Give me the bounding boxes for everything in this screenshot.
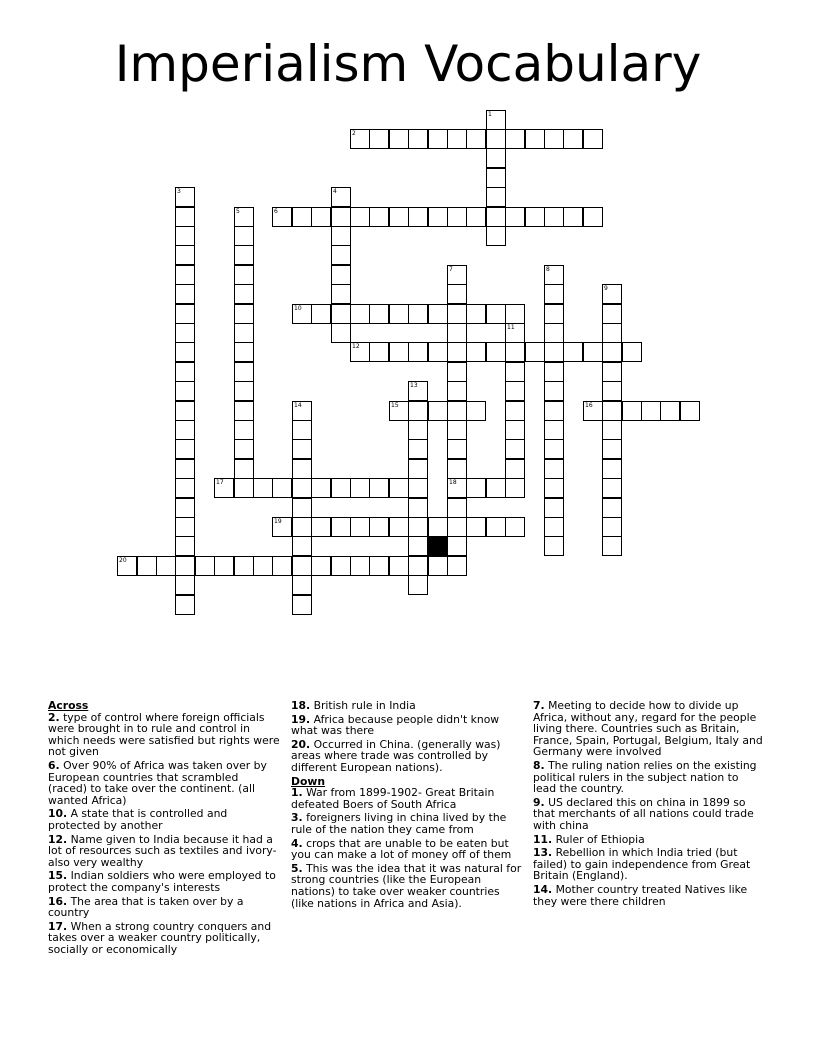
crossword-cell[interactable] (175, 245, 195, 265)
crossword-cell[interactable] (389, 207, 409, 227)
crossword-cell[interactable] (544, 284, 564, 304)
crossword-cell[interactable] (331, 304, 351, 324)
crossword-cell[interactable] (253, 478, 273, 498)
crossword-cell[interactable] (505, 381, 525, 401)
crossword-cell[interactable] (602, 536, 622, 556)
crossword-cell[interactable] (408, 536, 428, 556)
crossword-cell[interactable] (408, 420, 428, 440)
crossword-cell[interactable] (175, 459, 195, 479)
crossword-cell[interactable] (447, 323, 467, 343)
crossword-cell[interactable] (311, 556, 331, 576)
crossword-cell[interactable] (331, 556, 351, 576)
down-clue-1: 1. War from 1899-1902- Great Britain defeated Boers of South Africa (291, 786, 495, 811)
crossword-cell[interactable] (234, 362, 254, 382)
crossword-cell[interactable] (137, 556, 157, 576)
crossword-cell[interactable] (214, 556, 234, 576)
crossword-cell[interactable] (311, 517, 331, 537)
crossword-cell[interactable] (175, 575, 195, 595)
crossword-cell[interactable] (408, 478, 428, 498)
across-clue-6: 6. Over 90% of Africa was taken over by European countries that scrambled (raced) to take over the continent. (all wanted Africa) (48, 758, 267, 807)
crossword-cell[interactable] (408, 556, 428, 576)
crossword-cell[interactable] (486, 168, 506, 188)
down-clue-13: 13. Rebellion in which India tried (but failed) to gain independence from Great Britain (England). (533, 846, 751, 883)
crossword-cell[interactable] (408, 401, 428, 421)
crossword-cell[interactable] (234, 323, 254, 343)
across-clue-2: 2. type of control where foreign officials were brought in to rule and control in which needs were satisfied but rights were not given (48, 710, 280, 759)
crossword-cell[interactable] (350, 129, 370, 149)
crossword-cell[interactable] (583, 342, 603, 362)
crossword-cell[interactable] (563, 207, 583, 227)
crossword-cell[interactable] (331, 478, 351, 498)
crossword-cell[interactable] (447, 536, 467, 556)
crossword-cell[interactable] (447, 459, 467, 479)
crossword-cell[interactable] (428, 556, 448, 576)
crossword-cell[interactable] (466, 342, 486, 362)
crossword-cell[interactable] (428, 401, 448, 421)
clue-number: 7 (449, 266, 453, 273)
crossword-cell[interactable] (602, 439, 622, 459)
crossword-cell[interactable] (389, 556, 409, 576)
crossword-cell[interactable] (175, 187, 195, 207)
crossword-cell[interactable] (331, 265, 351, 285)
crossword-cell[interactable] (408, 517, 428, 537)
crossword-cell[interactable] (544, 478, 564, 498)
crossword-cell[interactable] (272, 207, 292, 227)
crossword-cell[interactable] (466, 207, 486, 227)
crossword-cell[interactable] (117, 556, 137, 576)
crossword-cell[interactable] (583, 207, 603, 227)
crossword-cell[interactable] (408, 207, 428, 227)
crossword-cell[interactable] (466, 478, 486, 498)
crossword-cell[interactable] (272, 517, 292, 537)
crossword-cell[interactable] (350, 304, 370, 324)
crossword-cell[interactable] (486, 226, 506, 246)
crossword-cell[interactable] (544, 129, 564, 149)
crossword-cell[interactable] (234, 342, 254, 362)
crossword-cell[interactable] (447, 478, 467, 498)
crossword-cell[interactable] (272, 556, 292, 576)
crossword-cell[interactable] (389, 129, 409, 149)
crossword-cell[interactable] (292, 478, 312, 498)
crossword-cell[interactable] (408, 575, 428, 595)
crossword-cell[interactable] (602, 498, 622, 518)
crossword-cell[interactable] (505, 207, 525, 227)
crossword-cell[interactable] (544, 459, 564, 479)
across-clue-16: 16. The area that is taken over by a country (48, 894, 244, 920)
across-heading: Across (48, 699, 89, 712)
crossword-cell[interactable] (447, 420, 467, 440)
clue-number: 19 (274, 518, 282, 525)
crossword-cell[interactable] (505, 304, 525, 324)
crossword-cell[interactable] (175, 284, 195, 304)
page-title: Imperialism Vocabulary (114, 35, 702, 93)
crossword-cell[interactable] (292, 459, 312, 479)
down-clue-11: 11. Ruler of Ethiopia (533, 832, 645, 846)
crossword-cell[interactable] (505, 362, 525, 382)
across-clue-18: 18. British rule in India (291, 699, 416, 712)
crossword-cell[interactable] (447, 362, 467, 382)
crossword-cell[interactable] (447, 381, 467, 401)
crossword-cell[interactable] (175, 381, 195, 401)
crossword-cell[interactable] (350, 342, 370, 362)
clues-column-3 (533, 700, 765, 909)
crossword-cell[interactable] (641, 401, 661, 421)
crossword-cell[interactable] (350, 517, 370, 537)
crossword-cell[interactable] (292, 304, 312, 324)
crossword-cell[interactable] (505, 420, 525, 440)
crossword-cell[interactable] (505, 323, 525, 343)
crossword-cell[interactable] (486, 110, 506, 130)
crossword-cell[interactable] (350, 556, 370, 576)
crossword-cell[interactable] (292, 401, 312, 421)
crossword-cell[interactable] (292, 207, 312, 227)
crossword-cell[interactable] (389, 517, 409, 537)
crossword-cell[interactable] (408, 439, 428, 459)
crossword-cell[interactable] (234, 245, 254, 265)
crossword-cell[interactable] (311, 478, 331, 498)
crossword-cell[interactable] (486, 304, 506, 324)
crossword-cell[interactable] (253, 556, 273, 576)
crossword-cell[interactable] (544, 536, 564, 556)
crossword-cell[interactable] (156, 556, 176, 576)
clue-number: 11 (507, 324, 515, 331)
crossword-cell[interactable] (369, 304, 389, 324)
crossword-cell[interactable] (486, 342, 506, 362)
crossword-cell[interactable] (369, 342, 389, 362)
crossword-cell[interactable] (195, 556, 215, 576)
crossword-cell[interactable] (175, 362, 195, 382)
crossword-cell[interactable] (563, 129, 583, 149)
crossword-cell[interactable] (292, 536, 312, 556)
crossword-cell[interactable] (350, 207, 370, 227)
crossword-cell[interactable] (389, 304, 409, 324)
crossword-cell[interactable] (602, 342, 622, 362)
crossword-cell[interactable] (544, 401, 564, 421)
crossword-cell[interactable] (544, 420, 564, 440)
down-heading: Down (291, 774, 326, 788)
crossword-cell[interactable] (408, 129, 428, 149)
crossword-cell[interactable] (175, 556, 195, 576)
crossword-cell[interactable] (175, 517, 195, 537)
crossword-cell[interactable] (272, 478, 292, 498)
clue-number: 6 (274, 208, 278, 215)
crossword-cell[interactable] (234, 381, 254, 401)
crossword-cell[interactable] (602, 517, 622, 537)
crossword-cell[interactable] (466, 401, 486, 421)
clue-number: 2 (352, 130, 356, 137)
crossword-cell[interactable] (331, 187, 351, 207)
crossword-cell[interactable] (486, 207, 506, 227)
crossword-cell[interactable] (175, 207, 195, 227)
crossword-cell[interactable] (408, 381, 428, 401)
crossword-cell[interactable] (447, 556, 467, 576)
crossword-cell[interactable] (331, 226, 351, 246)
crossword-cell[interactable] (369, 478, 389, 498)
crossword-cell[interactable] (486, 148, 506, 168)
crossword-cell[interactable] (447, 342, 467, 362)
crossword-cell[interactable] (486, 129, 506, 149)
crossword-cell[interactable] (466, 517, 486, 537)
crossword-cell[interactable] (602, 459, 622, 479)
across-clue-12: 12. Name given to India because it had a lot of resources such as textiles and ivory- also very wealthy (48, 832, 277, 869)
crossword-cell[interactable] (602, 304, 622, 324)
crossword-cell[interactable] (389, 478, 409, 498)
crossword-cell[interactable] (544, 439, 564, 459)
across-clue-19: 19. Africa because people didn't know what was there (291, 712, 500, 738)
crossword-cell[interactable] (369, 207, 389, 227)
crossword-cell[interactable] (234, 439, 254, 459)
crossword-cell[interactable] (175, 595, 195, 615)
crossword-cell[interactable] (175, 420, 195, 440)
crossword-cell[interactable] (447, 129, 467, 149)
crossword-cell[interactable] (175, 265, 195, 285)
across-clue-10: 10. A state that is controlled and protected by another (48, 807, 228, 832)
crossword-cell[interactable] (505, 342, 525, 362)
crossword-cell[interactable] (331, 245, 351, 265)
crossword-cell[interactable] (331, 284, 351, 304)
down-clue-8: 8. The ruling nation relies on the existing political rulers in the subject nation to lead the country. (533, 758, 757, 796)
crossword-cell[interactable] (602, 401, 622, 421)
crossword-cell[interactable] (447, 498, 467, 518)
crossword-cell[interactable] (234, 284, 254, 304)
clue-number: 17 (216, 479, 224, 486)
crossword-cell[interactable] (602, 284, 622, 304)
blocked-cell (428, 536, 448, 556)
crossword-cell[interactable] (544, 304, 564, 324)
crossword-cell[interactable] (563, 342, 583, 362)
crossword-cell[interactable] (331, 207, 351, 227)
crossword-cell[interactable] (602, 381, 622, 401)
crossword-cell[interactable] (408, 304, 428, 324)
clue-number: 3 (177, 188, 181, 195)
crossword-cell[interactable] (505, 129, 525, 149)
crossword-cell[interactable] (234, 459, 254, 479)
clue-list (48, 712, 280, 956)
clues-column-1 (48, 700, 280, 957)
down-clue-9: 9. US declared this on china in 1899 so that merchants of all nations could trade with china (533, 795, 754, 832)
crossword-cell[interactable] (447, 517, 467, 537)
down-clue-5: 5. This was the idea that it was natural for strong countries (like the European nations) to take over weaker countries (like nations in Africa and Asia). (291, 861, 522, 910)
crossword-cell[interactable] (544, 342, 564, 362)
crossword-cell[interactable] (466, 129, 486, 149)
crossword-cell[interactable] (525, 129, 545, 149)
across-clue-15: 15. Indian soldiers who were employed to protect the company's interests (48, 869, 276, 894)
crossword-cell[interactable] (505, 401, 525, 421)
clue-number: 9 (604, 285, 608, 292)
crossword-cell[interactable] (408, 498, 428, 518)
crossword-cell[interactable] (175, 342, 195, 362)
crossword-cell[interactable] (389, 342, 409, 362)
crossword-cell[interactable] (602, 420, 622, 440)
clue-number: 13 (410, 382, 418, 389)
crossword-cell[interactable] (389, 401, 409, 421)
crossword-cell[interactable] (292, 517, 312, 537)
down-clue-3: 3. foreigners living in china lived by the rule of the nation they came from (291, 811, 507, 836)
crossword-cell[interactable] (350, 478, 370, 498)
crossword-cell[interactable] (505, 459, 525, 479)
crossword-cell[interactable] (583, 401, 603, 421)
crossword-cell[interactable] (428, 304, 448, 324)
crossword-cell[interactable] (447, 304, 467, 324)
crossword-cell[interactable] (234, 226, 254, 246)
crossword-cell[interactable] (234, 401, 254, 421)
crossword-cell[interactable] (486, 478, 506, 498)
crossword-cell[interactable] (175, 478, 195, 498)
clue-number: 14 (294, 402, 302, 409)
crossword-cell[interactable] (175, 226, 195, 246)
clue-number: 5 (236, 208, 240, 215)
crossword-cell[interactable] (447, 207, 467, 227)
crossword-cell[interactable] (505, 517, 525, 537)
crossword-cell[interactable] (544, 265, 564, 285)
crossword-cell[interactable] (175, 323, 195, 343)
crossword-cell[interactable] (292, 498, 312, 518)
crossword-cell[interactable] (680, 401, 700, 421)
crossword-cell[interactable] (428, 207, 448, 227)
crossword-cell[interactable] (214, 478, 234, 498)
crossword-cell[interactable] (175, 498, 195, 518)
crossword-cell[interactable] (292, 575, 312, 595)
crossword-cell[interactable] (544, 517, 564, 537)
crossword-cell[interactable] (583, 129, 603, 149)
crossword-cell[interactable] (622, 342, 642, 362)
clue-number: 16 (585, 402, 593, 409)
clue-number: 8 (546, 266, 550, 273)
crossword-cell[interactable] (525, 342, 545, 362)
crossword-cell[interactable] (505, 478, 525, 498)
crossword-cell[interactable] (175, 401, 195, 421)
crossword-cell[interactable] (428, 342, 448, 362)
clue-number: 10 (294, 305, 302, 312)
down-clue-7: 7. Meeting to decide how to divide up Africa, without any, regard for the people living there. Countries such as Britain, France, Spain, Portugal, Belgium, Italy and Germany were involved (533, 699, 763, 759)
crossword-cell[interactable] (234, 304, 254, 324)
crossword-cell[interactable] (292, 439, 312, 459)
crossword-cell[interactable] (175, 304, 195, 324)
crossword-cell[interactable] (234, 420, 254, 440)
crossword-cell[interactable] (466, 304, 486, 324)
crossword-cell[interactable] (234, 265, 254, 285)
clue-number: 1 (488, 111, 492, 118)
crossword-cell[interactable] (447, 401, 467, 421)
crossword-cell[interactable] (369, 556, 389, 576)
crossword-cell[interactable] (369, 517, 389, 537)
clue-number: 15 (391, 402, 399, 409)
crossword-cell[interactable] (447, 439, 467, 459)
crossword-cell[interactable] (544, 498, 564, 518)
clue-number: 4 (333, 188, 337, 195)
crossword-cell[interactable] (369, 129, 389, 149)
across-clue-17: 17. When a strong country conquers and takes over a weaker country politically, socially or economically (48, 919, 272, 956)
crossword-cell[interactable] (525, 207, 545, 227)
crossword-cell[interactable] (486, 517, 506, 537)
crossword-cell[interactable] (331, 517, 351, 537)
crossword-cell[interactable] (428, 129, 448, 149)
crossword-cell[interactable] (292, 556, 312, 576)
crossword-cell[interactable] (447, 265, 467, 285)
crossword-cell[interactable] (234, 478, 254, 498)
clues-column-2 (291, 700, 523, 911)
crossword-cell[interactable] (408, 342, 428, 362)
crossword-cell[interactable] (602, 478, 622, 498)
crossword-cell[interactable] (311, 207, 331, 227)
crossword-cell[interactable] (544, 362, 564, 382)
crossword-cell[interactable] (544, 381, 564, 401)
crossword-cell[interactable] (311, 304, 331, 324)
clue-number: 20 (119, 557, 127, 564)
clue-number: 12 (352, 343, 360, 350)
crossword-cell[interactable] (544, 323, 564, 343)
crossword-cell[interactable] (602, 362, 622, 382)
crossword-cell[interactable] (175, 536, 195, 556)
crossword-cell[interactable] (292, 595, 312, 615)
clue-number: 18 (449, 479, 457, 486)
crossword-cell[interactable] (660, 401, 680, 421)
crossword-cell[interactable] (505, 439, 525, 459)
crossword-cell[interactable] (408, 459, 428, 479)
crossword-cell[interactable] (331, 323, 351, 343)
crossword-cell[interactable] (602, 323, 622, 343)
across-clue-20: 20. Occurred in China. (generally was) areas where trade was controlled by different European nations). (291, 737, 501, 774)
crossword-cell[interactable] (428, 517, 448, 537)
crossword-cell[interactable] (447, 284, 467, 304)
crossword-cell[interactable] (544, 207, 564, 227)
down-clue-4: 4. crops that are unable to be eaten but you can make a lot of money off of them (291, 836, 512, 862)
crossword-cell[interactable] (234, 207, 254, 227)
crossword-cell[interactable] (622, 401, 642, 421)
crossword-cell[interactable] (486, 187, 506, 207)
crossword-cell[interactable] (292, 420, 312, 440)
crossword-cell[interactable] (175, 439, 195, 459)
crossword-cell[interactable] (234, 556, 254, 576)
down-clue-14: 14. Mother country treated Natives like they were there children (533, 882, 748, 908)
